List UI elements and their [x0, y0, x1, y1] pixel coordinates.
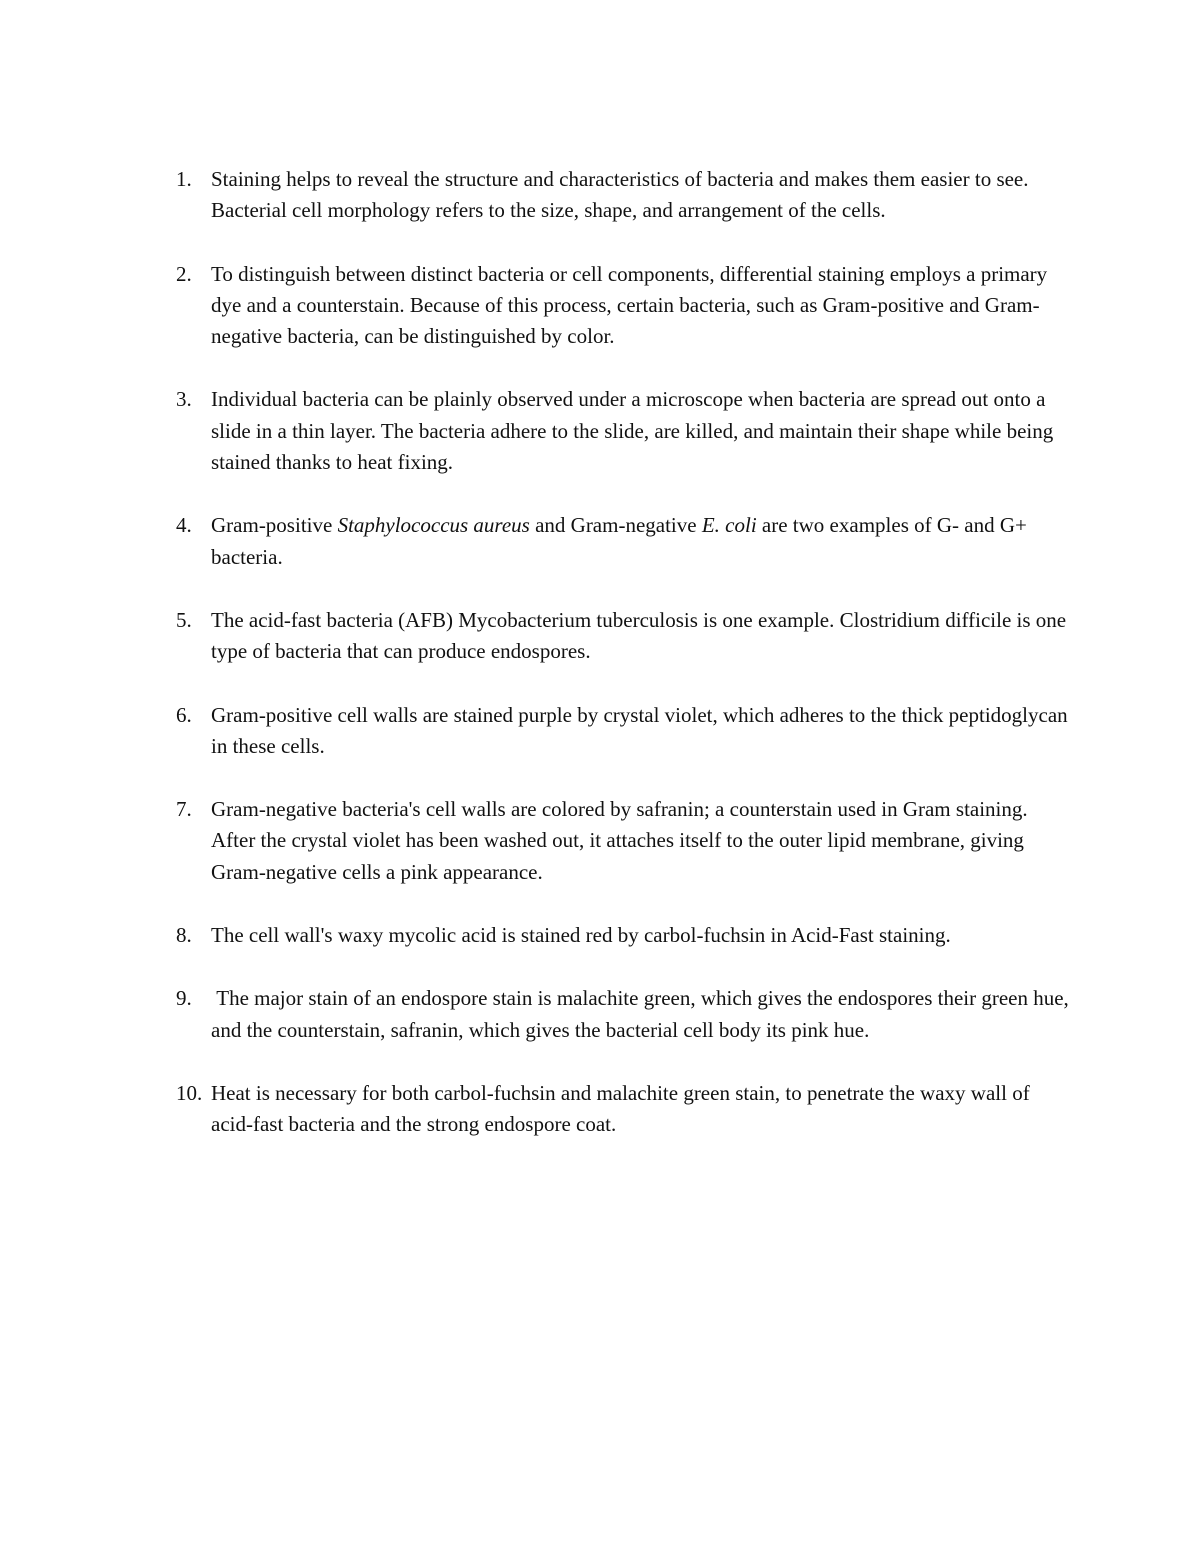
item-number: 1.	[176, 167, 192, 191]
item-text: Gram-positive cell walls are stained purple by crystal violet, which adheres to the thick peptidoglycan in these cells.	[211, 702, 1068, 758]
item-text: Staining helps to reveal the structure and characteristics of bacteria and makes them easier to see. Bacterial cell morphology refers to the size, shape, and arrangement of the cells.	[211, 167, 1029, 223]
species-name-italic: Staphylococcus aureus	[337, 513, 530, 538]
list-item	[172, 920, 1072, 951]
item-number: 10.	[176, 1080, 203, 1105]
item-text	[211, 513, 1027, 568]
item-text: Gram-negative bacteria's cell walls are colored by safranin; a counterstain used in Gram staining. After the crystal violet has been washed out, it attaches itself to the outer lipid membrane, giving Gram-negative cells a pink appearance.	[211, 797, 1028, 884]
species-name-italic: E. coli	[701, 513, 757, 538]
list-item	[172, 605, 1072, 668]
answer-list	[172, 164, 1075, 1173]
item-number: 9.	[176, 986, 192, 1011]
list-item	[172, 384, 1072, 478]
item-text: Heat is necessary for both carbol-fuchsin and malachite green stain, to penetrate the waxy wall of acid-fast bacteria and the strong endospore coat.	[211, 1080, 1030, 1137]
item-text-segment: Gram-positive	[211, 513, 338, 538]
item-number: 6.	[176, 702, 192, 727]
item-text: To distinguish between distinct bacteria or cell components, differential staining employs a primary dye and a counterstain. Because of this process, certain bacteria, such as Gram-positive and Gram-negative bacteria, can be distinguished by color.	[211, 261, 1048, 349]
item-text: Individual bacteria can be plainly observed under a microscope when bacteria are spread out onto a slide in a thin layer. The bacteria adhere to the slide, are killed, and maintain their shape while being stained thanks to heat fixing.	[211, 387, 1054, 475]
list-item	[172, 164, 1072, 227]
item-text: The acid-fast bacteria (AFB) Mycobacterium tuberculosis is one example. Clostridium difficile is one type of bacteria that can produce endospores.	[211, 607, 1067, 664]
list-item	[172, 510, 1072, 573]
item-number: 2.	[176, 261, 192, 286]
item-number: 7.	[176, 797, 192, 822]
item-text-segment: are two examples of G- and G+ bacteria.	[211, 513, 1027, 569]
list-item	[172, 259, 1072, 353]
item-number: 8.	[176, 923, 192, 948]
item-number: 5.	[176, 607, 192, 632]
list-item	[172, 1078, 1072, 1141]
list-item	[172, 700, 1072, 763]
list-item	[172, 983, 1075, 1046]
list-item	[172, 794, 1072, 888]
item-number: 4.	[176, 513, 192, 538]
item-text: The major stain of an endospore stain is malachite green, which gives the endospores their green hue, and the counterstain, safranin, which gives the bacterial cell body its pink hue.	[211, 986, 1075, 1042]
item-text: The cell wall's waxy mycolic acid is stained red by carbol-fuchsin in Acid-Fast staining.	[211, 923, 951, 948]
item-text-segment: and Gram-negative	[529, 513, 702, 538]
item-number: 3.	[176, 387, 192, 412]
